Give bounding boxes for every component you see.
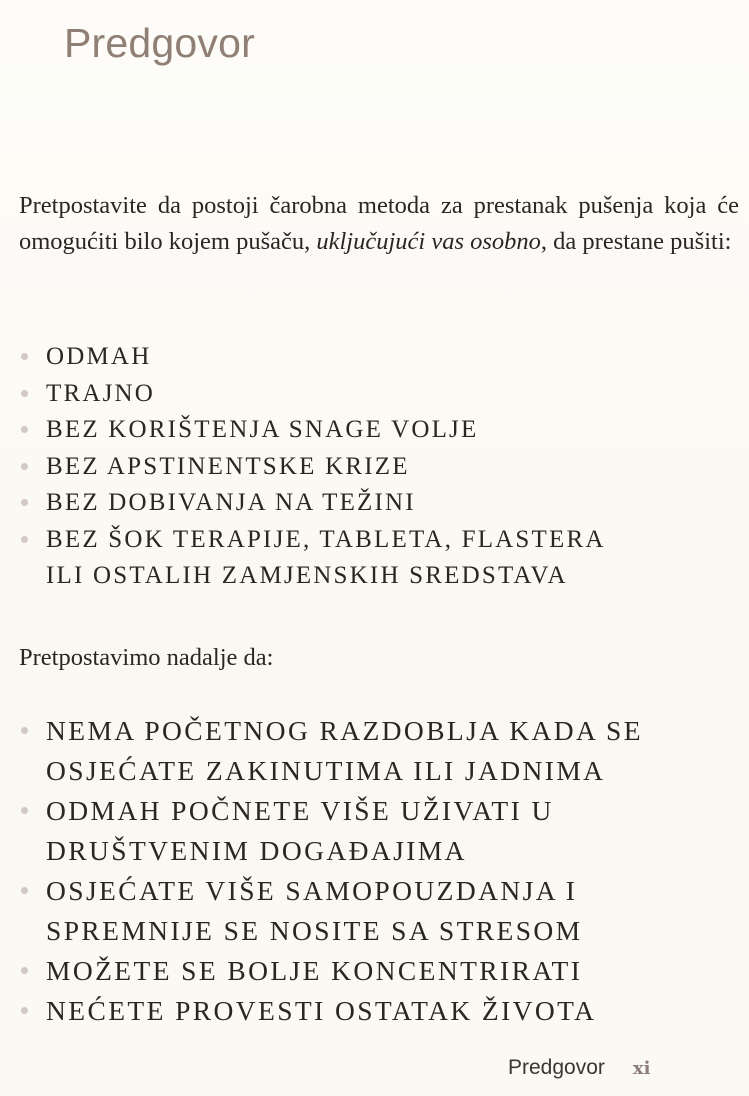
second-paragraph: Pretpostavimo nadalje da:	[19, 644, 274, 671]
list-item	[0, 991, 643, 1031]
intro-paragraph	[19, 188, 739, 260]
list-item-line: NEĆETE PROVESTI OSTATAK ŽIVOTA	[46, 995, 597, 1026]
running-footer-section: Predgovor	[508, 1056, 605, 1079]
list-item-line: NEMA POČETNOG RAZDOBLJA KADA SE	[46, 715, 643, 746]
list-item-line: ILI OSTALIH ZAMJENSKIH SREDSTAVA	[46, 562, 568, 589]
bullet-dot-icon	[21, 390, 28, 397]
chapter-title: Predgovor	[64, 20, 255, 66]
list-item-line: DRUŠTVENIM DOGAĐAJIMA	[46, 835, 467, 866]
bullet-dot-icon	[21, 887, 28, 894]
bullet-dot-icon	[21, 807, 28, 814]
list-item	[0, 951, 643, 991]
list-item-line: BEZ APSTINENTSKE KRIZE	[46, 452, 410, 480]
list-item-line: TRAJNO	[46, 379, 156, 407]
page-footer	[508, 1056, 650, 1080]
list-item-line: BEZ ŠOK TERAPIJE, TABLETA, FLASTERA	[46, 525, 606, 553]
bullet-dot-icon	[21, 536, 28, 543]
list-item	[0, 871, 643, 951]
list-item	[0, 339, 606, 376]
intro-text-before: Pretpostavite da postoji čarobna metoda za prestanak pušenja koja će omogućiti bilo kojem pušaču,	[19, 192, 739, 255]
benefits-list-1	[0, 339, 606, 595]
list-item	[0, 791, 643, 871]
list-item-line: OSJEĆATE ZAKINUTIMA ILI JADNIMA	[46, 755, 606, 786]
list-item-line: SPREMNIJE SE NOSITE SA STRESOM	[46, 915, 583, 946]
list-item	[0, 485, 606, 522]
intro-text-italic: uključujući vas osobno	[316, 228, 541, 255]
list-item-line: ODMAH	[46, 343, 152, 370]
list-item-line: ODMAH POČNETE VIŠE UŽIVATI U	[46, 795, 554, 826]
intro-text-after: , da prestane pušiti:	[540, 228, 732, 255]
bullet-dot-icon	[21, 463, 28, 470]
list-item-line: OSJEĆATE VIŠE SAMOPOUZDANJA I	[46, 875, 578, 906]
bullet-dot-icon	[21, 727, 28, 734]
benefits-list-2	[0, 711, 643, 1031]
list-item	[0, 711, 643, 791]
bullet-dot-icon	[21, 1007, 28, 1014]
list-item	[0, 522, 606, 595]
list-item-line: MOŽETE SE BOLJE KONCENTRIRATI	[46, 955, 583, 986]
bullet-dot-icon	[21, 967, 28, 974]
list-item	[0, 376, 606, 413]
page-number: xi	[632, 1058, 651, 1079]
list-item	[0, 412, 606, 449]
bullet-dot-icon	[21, 426, 28, 433]
bullet-dot-icon	[21, 499, 28, 506]
list-item-line: BEZ DOBIVANJA NA TEŽINI	[46, 489, 416, 516]
bullet-dot-icon	[21, 353, 28, 360]
list-item-line: BEZ KORIŠTENJA SNAGE VOLJE	[46, 416, 479, 443]
list-item	[0, 449, 606, 486]
